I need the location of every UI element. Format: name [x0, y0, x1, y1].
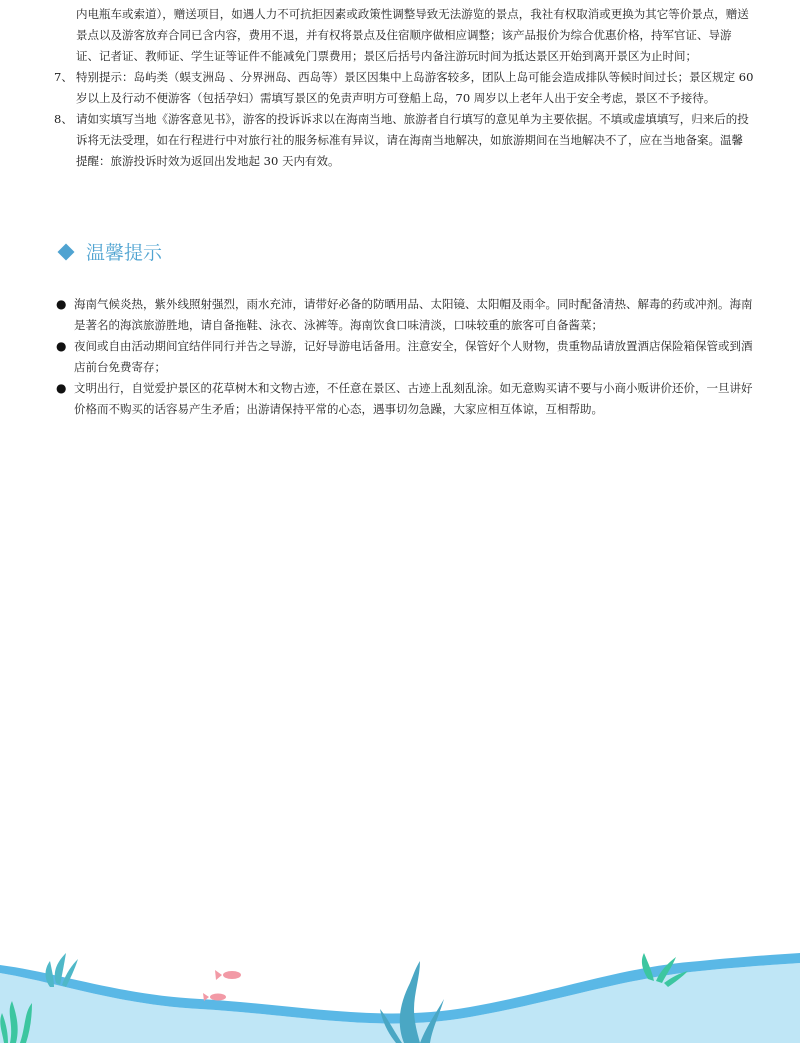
ocean-footer-decoration	[0, 943, 800, 1043]
tip-item	[56, 294, 756, 336]
note-item-7	[54, 67, 754, 109]
bullet-icon: ●	[56, 381, 67, 395]
section-heading	[58, 238, 162, 265]
section-title-text: 温馨提示	[86, 242, 163, 264]
tip-text: 文明出行，自觉爱护景区的花草树木和文物古迹，不任意在景区、古迹上乱刻乱涂。如无意购买请不要与小商小贩讲价还价，一旦讲好价格而不购买的话容易产生矛盾；出游请保持平常的心态，遇事切勿急躁，大家应相互体谅，互相帮助。	[74, 381, 753, 416]
tip-text: 海南气候炎热，紫外线照射强烈，雨水充沛，请带好必备的防晒用品、太阳镜、太阳帽及雨伞。同时配备清热、解毒的药或冲剂。海南是著名的海滨旅游胜地，请自备拖鞋、泳衣、泳裤等。海南饮食口味清淡，口味较重的旅客可自备酱菜；	[74, 297, 753, 332]
note-text: 特别提示：岛屿类（蜈支洲岛 、分界洲岛、西岛等）景区因集中上岛游客较多，团队上岛可能会造成排队等候时间过长；景区规定 60 岁以上及行动不便游客（包括孕妇）需填写景区的免责声明方可登船上岛，70 周岁以上老年人出于安全考虑，景区不予接待。	[76, 70, 754, 105]
bullet-icon: ●	[56, 339, 67, 353]
tip-item	[56, 378, 756, 420]
tip-item	[56, 336, 756, 378]
note-item-8	[54, 109, 754, 172]
bullet-icon: ●	[56, 297, 67, 311]
note-continuation: 内电瓶车或索道），赠送项目，如遇人力不可抗拒因素或政策性调整导致无法游览的景点，我社有权取消或更换为其它等价景点，赠送景点以及游客放弃合同已含内容，费用不退，并有权将景点及住宿顺序做相应调整；该产品报价为综合优惠价格，持军官证、导游证、记者证、教师证、学生证等证件不能减免门票费用；景区后括号内备注游玩时间为抵达景区开始到离开景区为止时间；	[76, 7, 749, 63]
fish-icon	[203, 970, 241, 1001]
note-number: 8、	[54, 112, 73, 126]
note-text: 请如实填写当地《游客意见书》，游客的投诉诉求以在海南当地、旅游者自行填写的意见单为主要依据。不填或虚填填写，归来后的投诉将无法受理，如在行程进行中对旅行社的服务标准有异议，请在海南当地解决，如旅游期间在当地解决不了，应在当地备案。温馨提醒：旅游投诉时效为返回出发地起 30 天内有效。	[76, 112, 749, 168]
tips-list	[56, 294, 756, 420]
tip-text: 夜间或自由活动期间宜结伴同行并告之导游，记好导游电话备用。注意安全，保管好个人财物，贵重物品请放置酒店保险箱保管或到酒店前台免费寄存；	[74, 339, 753, 374]
notes-section	[54, 4, 754, 172]
diamond-icon	[58, 243, 75, 260]
note-number: 7、	[54, 70, 73, 84]
